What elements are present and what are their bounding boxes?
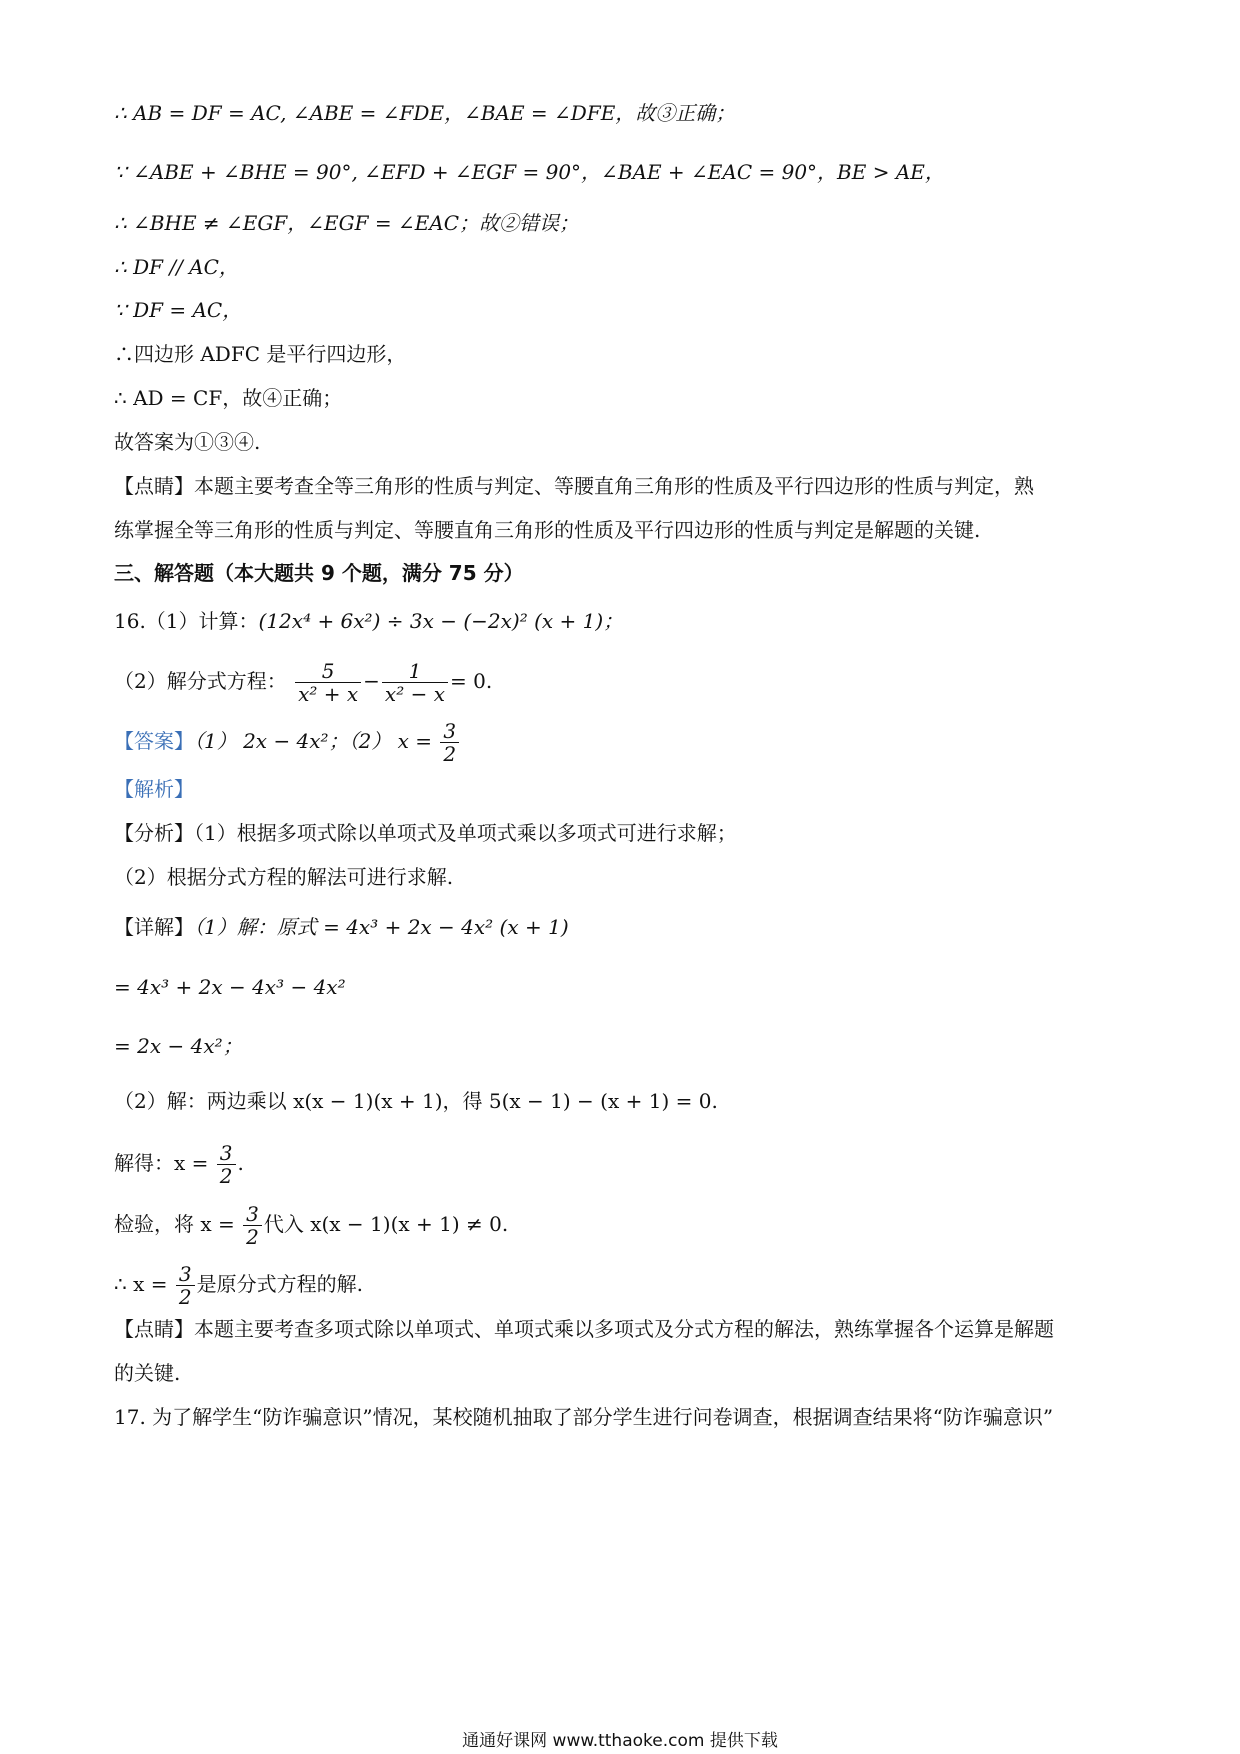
jiexi-label: 【解析】 [114,777,194,801]
check-fraction-den: 2 [246,1225,259,1249]
section-title: 三、解答题（本大题共 9 个题，满分 75 分） [114,561,524,585]
analysis-line-2: （2）根据分式方程的解法可进行求解. [114,865,454,889]
fraction-1-num: 5 [295,660,361,683]
dianjing-1-line-1 [114,472,1034,500]
concl-fraction [176,1263,195,1308]
concl-suffix: 是原分式方程的解. [196,1272,363,1296]
concl-prefix: ∴ x = [114,1272,168,1296]
dianjing-text: 本题主要考查全等三角形的性质与判定、等腰直角三角形的性质及平行四边形的性质与判定，熟 [194,474,1034,498]
answer-text: （1） 2x − 4x²；（2） x = [194,729,433,753]
proof-line-5: ∵ DF = AC， [114,298,243,322]
check-fraction-num: 3 [243,1203,262,1226]
answer-fraction [440,720,459,765]
q16-part1 [114,607,623,635]
solve-fraction-num: 3 [217,1142,236,1165]
check-prefix: 检验，将 x = [114,1212,235,1236]
fraction-1 [295,660,361,705]
dianjing-1-line-2: 练掌握全等三角形的性质与判定、等腰直角三角形的性质及平行四边形的性质与判定是解题的关键. [114,518,981,542]
answer-fraction-num: 3 [440,720,459,743]
detail-line-4: （2）解：两边乘以 x(x − 1)(x + 1)，得 5(x − 1) − (x + 1) = 0. [114,1089,718,1113]
analysis-label: 【分析】 [114,821,194,845]
minus-sign: − [363,669,380,693]
dianjing-2-line-1 [114,1315,1054,1343]
analysis-line-1 [114,819,737,847]
q16-part1-prefix: 16.（1）计算： [114,609,259,633]
page-footer: 通通好课网 www.tthaoke.com 提供下载 [462,1731,778,1751]
solve-fraction [217,1142,236,1187]
answer-label: 【答案】 [114,729,194,753]
proof-line-7: ∴ AD = CF，故④正确； [114,386,343,410]
proof-line-1: ∴ AB = DF = AC, ∠ABE = ∠FDE，∠BAE = ∠DFE，故③正确； [114,101,736,125]
q16-part2-prefix: （2）解分式方程： [114,669,287,693]
q16-part2 [114,660,492,705]
proof-line-3: ∴ ∠BHE ≠ ∠EGF，∠EGF = ∠EAC；故②错误； [114,211,580,235]
dianjing-2-line-2: 的关键. [114,1361,181,1385]
fraction-2 [382,660,448,705]
conclusion-line: 故答案为①③④. [114,430,261,454]
detail-line-2: = 4x³ + 2x − 4x³ − 4x² [114,975,346,999]
solve-line [114,1142,244,1187]
detail-text-1: （1）解：原式 = 4x³ + 2x − 4x² (x + 1) [194,915,569,939]
q17-line: 17. 为了解学生“防诈骗意识”情况，某校随机抽取了部分学生进行问卷调查，根据调查结果将“防诈骗意识” [114,1405,1054,1429]
detail-line-1 [114,913,569,941]
proof-line-6: ∴四边形 ADFC 是平行四边形， [114,342,407,366]
proof-line-4: ∴ DF // AC， [114,255,239,279]
fraction-2-den: x² − x [384,682,445,706]
q16-part1-expr: (12x⁴ + 6x²) ÷ 3x − (−2x)² (x + 1)； [258,609,624,633]
fraction-2-num: 1 [382,660,448,683]
answer-line [114,720,461,765]
detail-line-3: = 2x − 4x²； [114,1034,243,1058]
proof-line-2: ∵ ∠ABE + ∠BHE = 90°, ∠EFD + ∠EGF = 90°，∠BAE + ∠EAC = 90°，BE > AE， [114,160,945,184]
solve-fraction-den: 2 [219,1164,233,1188]
solve-prefix: 解得：x = [114,1151,209,1175]
dianjing-label: 【点睛】 [114,474,194,498]
check-fraction [243,1203,262,1248]
solve-suffix: . [237,1151,244,1175]
detail-label: 【详解】 [114,915,194,939]
check-suffix: 代入 x(x − 1)(x + 1) ≠ 0. [263,1212,509,1236]
fraction-1-den: x² + x [298,682,359,706]
conclusion-solution-line [114,1263,363,1308]
q16-part2-suffix: = 0. [449,669,493,693]
dianjing-2-label: 【点睛】 [114,1317,194,1341]
analysis-text-1: （1）根据多项式除以单项式及单项式乘以多项式可进行求解； [194,821,737,845]
answer-fraction-den: 2 [443,742,457,766]
check-line [114,1203,508,1248]
dianjing-2-text: 本题主要考查多项式除以单项式、单项式乘以多项式及分式方程的解法，熟练掌握各个运算是解题 [194,1317,1054,1341]
concl-fraction-den: 2 [178,1285,192,1309]
concl-fraction-num: 3 [176,1263,195,1286]
